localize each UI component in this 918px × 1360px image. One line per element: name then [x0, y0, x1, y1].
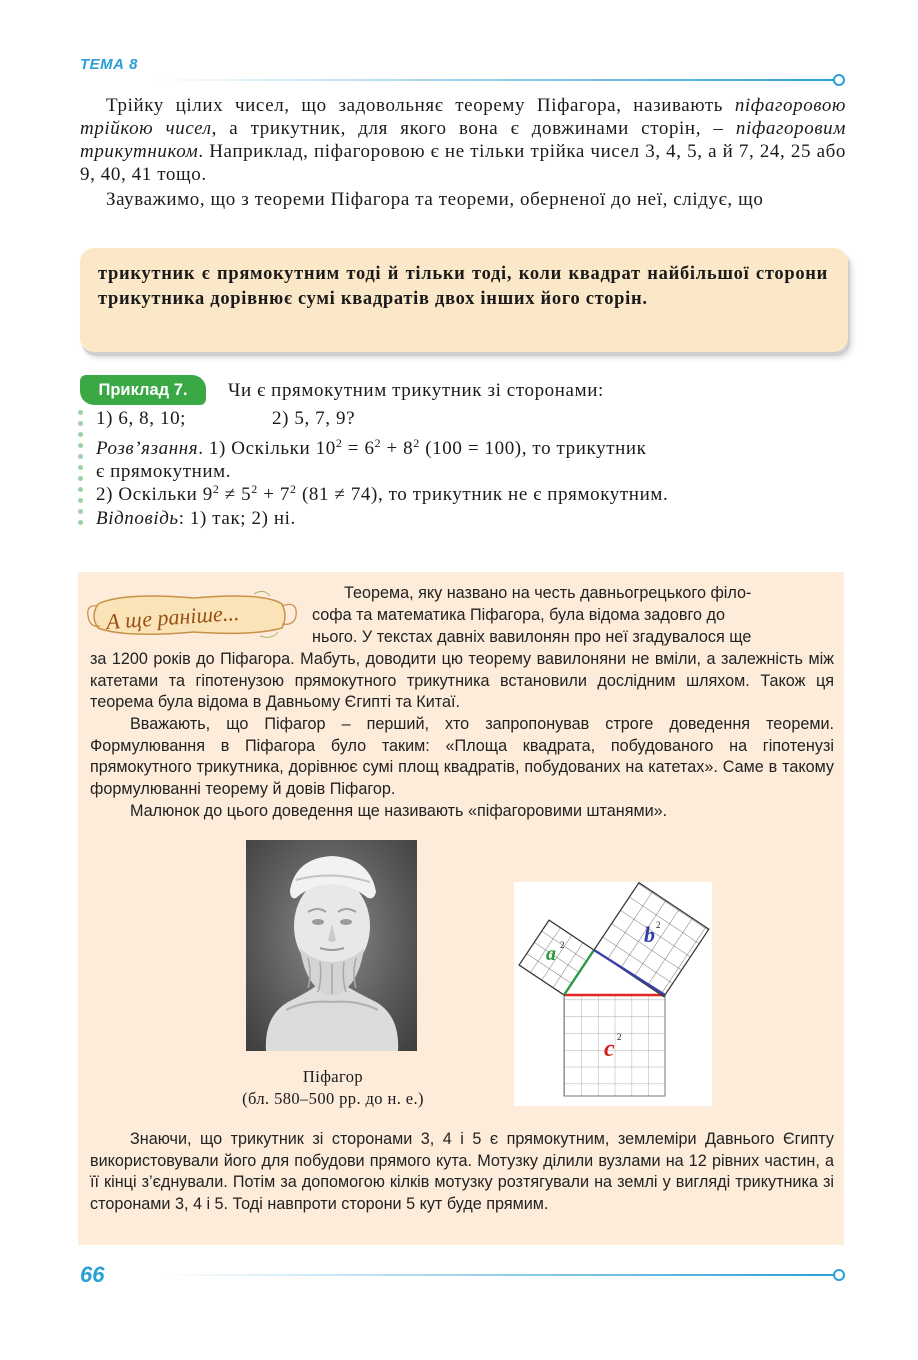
theorem-rule-text: трикутник є прямокутним тоді й тільки тоді, коли квадрат найбільшої сторони трикутника дорівнює сумі квадратів двох інших його сторін.	[98, 264, 828, 309]
bust-caption-dates: (бл. 580–500 рр. до н. е.)	[242, 1089, 424, 1108]
history-paragraph-1-rest: за 1200 років до Піфагора. Мабуть, доводити цю теорему вавилоняни не вміли, а залежність між катетами та гіпотенузою прямокутного трикутника встановили дослідним шляхом. Також ця теорема була відома в Давньому Єгипті та Китаї.	[90, 650, 834, 712]
intro-paragraph-2: Зауважимо, що з теореми Піфагора та теореми, оберненої до неї, слідує, що	[106, 189, 764, 210]
topic-label: ТЕМА 8	[80, 56, 139, 73]
history-line-1: Теорема, яку названо на честь давньогрецького філо-	[344, 584, 752, 602]
answer-line: Відповідь: 1) так; 2) ні.	[96, 508, 296, 529]
pythagoras-bust-image	[246, 840, 417, 1051]
diagram-label-c-exp: 2	[617, 1032, 622, 1042]
diagram-label-b-exp: 2	[656, 920, 661, 930]
bust-caption-name: Піфагор	[302, 1067, 364, 1086]
theorem-rule-box	[80, 248, 848, 352]
term-pythagorean-triangle: піфагоровим трикутником	[80, 118, 846, 162]
history-paragraph-2: Вважають, що Піфагор – перший, хто запропонував строге доведення теореми. Формулювання в Піфагора було таким: «Площа квадрата, побудованого на гіпотенузі прямокутного трикутника, дорівнює сумі площ квадратів, побудованих на катетах». Саме в такому формулюванні теорему й довів Піфагор.	[90, 715, 834, 798]
history-banner	[84, 590, 304, 640]
diagram-label-a: a	[546, 943, 556, 965]
history-line-3: нього. У текстах давніх вавилонян про неї згадувалося ще	[312, 628, 752, 646]
diagram-label-b: b	[644, 922, 655, 947]
example-question: Чи є прямокутним трикутник зі сторонами:	[228, 380, 604, 401]
pythagoras-squares-diagram	[514, 882, 712, 1106]
solution-line-1: Розв’язання. 1) Оскільки $10^2 = 6^2 + 8^2$ (100 = 100), то трикутник	[96, 436, 647, 459]
footer-rule	[160, 1274, 836, 1276]
example-badge: Приклад 7.	[80, 375, 206, 405]
example-case-2: 2) 5, 7, 9?	[272, 408, 356, 429]
solution-line-3: 2) Оскільки $9^2 \ne 5^2 + 7^2$ (81 ≠ 74), то трикутник не є прямокутним.	[96, 482, 669, 505]
diagram-label-a-exp: 2	[560, 940, 565, 950]
answer-label: Відповідь	[96, 508, 179, 529]
history-line-2: софа та математика Піфагора, була відома задовго до	[312, 606, 725, 624]
solution-label: Розв’язання	[96, 438, 199, 459]
history-banner-text: А ще раніше...	[105, 599, 240, 635]
history-paragraph-3: Малюнок до цього доведення ще називають «піфагоровими штанями».	[130, 802, 668, 820]
example-margin-dots	[78, 410, 84, 531]
header-rule-end-icon	[833, 74, 845, 86]
term-pythagorean-triple: піфагоровою трійкою чисел	[80, 95, 846, 139]
intro-paragraph-1: Трійку цілих чисел, що задовольняє теорему Піфагора, називають піфагоровою трійкою чисел, а трикутник, для якого вона є довжинами сторін, – піфагоровим трикутником. Наприклад, піфагоровою є не тільки трійка чисел 3, 4, 5, а й 7, 24, 25 або 9, 40, 41 тощо.	[80, 95, 846, 185]
history-paragraph-4: Знаючи, що трикутник зі сторонами 3, 4 і 5 є прямокутним, землеміри Давнього Єгипту використовували його для побудови прямого кута. Мотузку ділили вузлами на 12 рівних частин, а її кінці з’єднували. Потім за допомогою кілків мотузку розтягували на землі у вигляді трикутника зі сторонами 3, 4 і 5. Тоді навпроти сторони 5 кут буде прямим.	[90, 1130, 834, 1213]
solution-line-2: є прямокутним.	[96, 461, 232, 482]
footer-rule-end-icon	[833, 1269, 845, 1281]
page-number: 66	[80, 1262, 105, 1287]
example-case-1: 1) 6, 8, 10;	[96, 408, 187, 429]
diagram-label-c: c	[604, 1036, 615, 1062]
header-rule	[150, 79, 836, 81]
